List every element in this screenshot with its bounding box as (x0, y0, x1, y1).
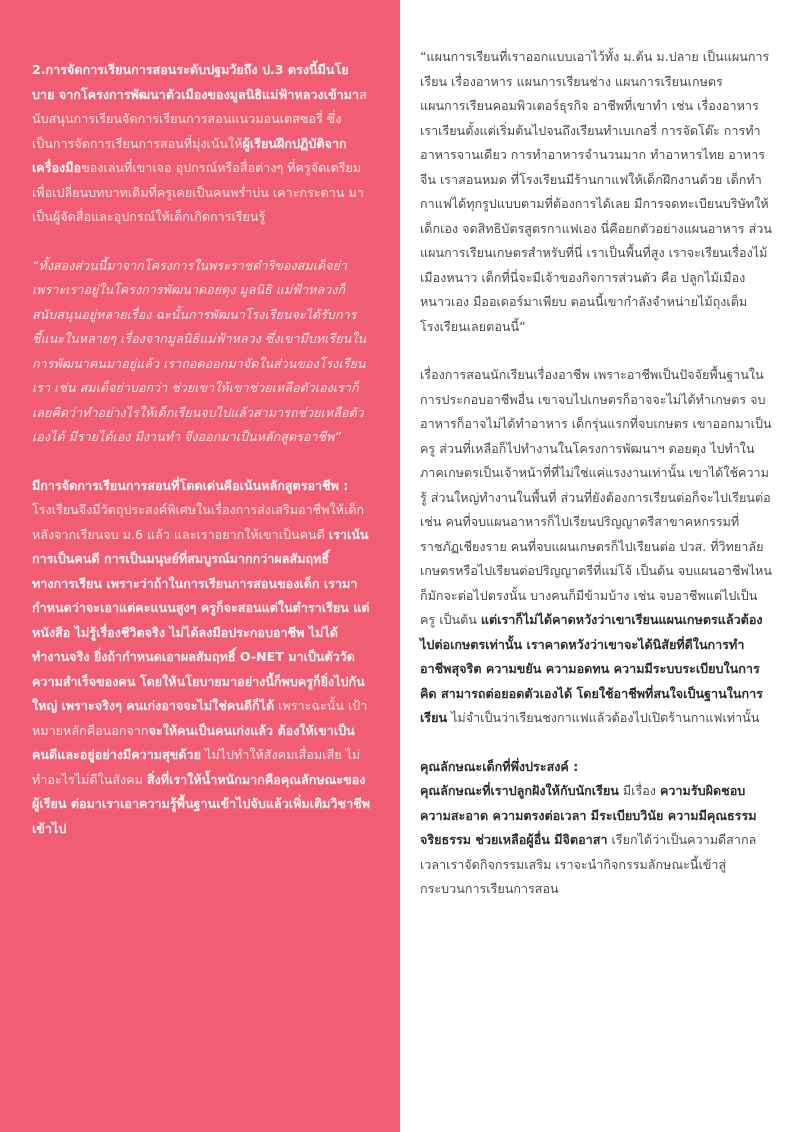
text-run: เพราะฉะนั้น เป้าหมายหลักคือนอกจาก (32, 698, 368, 738)
text-run: โรงเรียนจึงมีวัตถุประสงค์พิเศษในเรื่องการส่งเสริมอาชีพให้เด็ก หลังจากเรียนจบ ม.6 แล้ว และเราอยากให้เขาเป็นคนดี (32, 502, 365, 542)
bold-text-run: จะให้คนเป็นคนเก่งแล้ว ต้องให้เขาเป็นคนดีและอยู่อย่างมีความสุขด้วย (32, 722, 355, 762)
paragraph-vocational-curriculum (32, 474, 370, 842)
bold-text-run: 2.การจัดการเรียนการสอนระดับปฐมวัยถึง ป.3 ตรงนี้มีนโยบาย (32, 62, 349, 102)
text-run: ของเล่นที่เขาเจอ อุปกรณ์หรือสื่อต่างๆ ที่ครูจัดเตรียม เพื่อเปลี่ยนบทบาทเดิมที่ครูเคยเป็นคนพร่ำบ่น เคาะกระดาน มาเป็นผู้จัดสื่อและอุปกรณ์ให้เด็กเกิดการเรียนรู้ (32, 160, 364, 224)
bold-text-run: สิ่งที่เราให้น้ำหนักมากคือคุณลักษณะของผู้เรียน ต่อมาเราเอาความรู้พื้นฐานเข้าไปจับแล้วเพิ่มเติมวิชาชีพเข้าไป (32, 771, 371, 836)
bold-text-run: ความรับผิดชอบ ความสะอาด ความตรงต่อเวลา มีระเบียบวินัย ความมีคุณธรรมจริยธรรม ช่วยเหลือผู้อื่น มีจิตอาสา (420, 783, 757, 847)
text-run: สนับสนุนการเรียนจัดการเรียนการสอนแนวมอนเตสซอรี่ ซึ่งเป็นการจัดการเรียนการสอนที่มุ่งเน้นให้ (32, 86, 367, 151)
desired-characteristics-heading (420, 755, 772, 780)
text-run: เรียกได้ว่าเป็นความดีสากล เวลาเราจัดกิจกรรมเสริม เราจะนำกิจกรรมลักษณะนี้เข้าสู่กระบวนการเรียนการสอน (420, 832, 757, 896)
bold-text-run: ผู้เรียนฝึกปฏิบัติจากเครื่องมือ (32, 135, 347, 175)
heading-text: คุณลักษณะเด็กที่พึ่งประสงค์ : (420, 758, 579, 774)
paragraph-early-childhood (32, 58, 370, 230)
bold-text-run: มีการจัดการเรียนการสอนที่โดดเด่นคือเน้นหลักสูตรอาชีพ : (32, 477, 349, 493)
bold-text-run: เราเน้นการเป็นคนดี การเป็นมนุษย์ที่สมบูรณ์มากกว่าผลสัมฤทธิ์ทางการเรียน เพราะว่าถ้าในการเรียนการสอนของเด็ก เรามากำหนดว่าจะเอาแต่คะแนนสูงๆ ครูก็จะสอนแต่ในตำราเรียน แต่หนังสือ ไม่รู้เรื่องชีวิตจริง ไม่ได้ลงมือประกอบอาชีพ ไม่ได้ทำงานจริง ยิ่งถ้ากำหนดเอาผลสัมฤทธิ์ O-NET มาเป็นตัววัดความสำเร็จของคน โดยให้นโยบายมาอย่างนี้ก็พบครูก็ยิ่งไปกันใหญ่ เพราะจริงๆ คนเก่งอาจจะไม่ใช่คนดีก็ได้ (32, 526, 370, 713)
bold-text-run: คุณลักษณะที่เราปลูกฝังให้กับนักเรียน (420, 783, 619, 798)
bold-text-run: แต่เราก็ไม่ได้คาดหวังว่าเขาเรียนแผนเกษตรแล้วต้องไปต่อเกษตรเท่านั้น เราคาดหวังว่าเขาจะได้นิสัยที่ดีในการทำอาชีพสุจริต ความขยัน ความอดทน ความมีระบบระเบียบในการคิด สามารถต่อยอดตัวเองได้ โดยใช้อาชีพที่สนใจเป็นฐานในการเรียน (420, 612, 763, 725)
text-run: เรื่องการสอนนักเรียนเรื่องอาชีพ เพราะอาชีพเป็นปัจจัยพื้นฐานในการประกอบอาชีพอื่น เขาจบไปเกษตรก็อาจจะไม่ได้ทำเกษตร จบอาหารก็อาจไม่ได้ทำอาหาร เด็กรุ่นแรกที่จบเกษตร เขาออกมาเป็นครู ส่วนที่เหลือก็ไปทำงานในโครงการพัฒนาฯ ดอยตุง ไปทำในภาคเกษตรเป็นเจ้าหน้าที่ที่ไม่ใช่แค่แรงงานเท่านั้น เขาได้ใช้ความรู้ ส่วนใหญ่ทำงานในพื้นที่ ส่วนที่ยังต้องการเรียนต่อก็จะไปเรียนต่อ เช่น คนที่จบแผนอาหารก็ไปเรียนปริญญาตรีสาขาคหกรรมที่ราชภัฏเชียงราย คนที่จบแผนเกษตรก็ไปเรียนต่อ ปวส. ที่วิทยาลัยเกษตรหรือไปเรียนต่อปริญญาตรีที่แม่โจ้ เป็นต้น จบแผนอาชีพไหนก็มักจะต่อไปตรงนั้น บางคนก็มีข้ามบ้าง เช่น จบอาชีพแต่ไปเป็นครู เป็นต้น (420, 367, 772, 627)
text-run: ไม่จำเป็นว่าเรียนชงกาแฟแล้วต้องไปเปิดร้านกาแฟเท่านั้น (447, 710, 760, 725)
paragraph-career-teaching (420, 363, 772, 731)
desired-characteristics-section (420, 755, 772, 902)
right-column-text (420, 45, 772, 902)
left-column-text (32, 58, 370, 841)
text-run: ไม่ไปทำให้สังคมเสื่อมเสีย ไม่ทำอะไรไม่ดีในสังคม (32, 747, 361, 787)
quote-study-plans: “แผนการเรียนที่เราออกแบบเอาไว้ทั้ง ม.ต้น ม.ปลาย เป็นแผนการเรียน เรื่องอาหาร แผนการเรียนช่าง แผนการเรียนเกษตร แผนการเรียนคอมพิวเตอร์ธุรกิจ อาชีพที่เขาทำ เช่น เรื่องอาหารเราเรียนตั้งแต่เริ่มต้นไปจนถึงเรียนทำเบเกอรี่ การจัดโต๊ะ การทำอาหารจานเดียว การทำอาหารจำนวนมาก ทำอาหารไทย อาหารจีน เราสอนหมด ที่โรงเรียนมีร้านกาแฟให้เด็กฝึกงานด้วย เด็กทำกาแฟได้ทุกรูปแบบตามที่ต้องการได้เลย มีการจดทะเบียนบริษัทให้เด็กเอง จดสิทธิบัตรสูตรกาแฟเอง นี่คือยกตัวอย่างแผนอาหาร ส่วนแผนการเรียนเกษตรสำหรับที่นี่ เราเป็นพื้นที่สูง เราจะเรียนเรื่องไม้เมืองหนาว เด็กที่นี่จะมีเจ้าของกิจการส่วนตัว คือ ปลูกไม้เมืองหนาวเอง มีออเดอร์มาเพียบ ตอนนี้เขากำลังจำหน่ายไม้ถุงเต็มโรงเรียนเลยตอนนี้” (420, 49, 772, 334)
quote-royal-project: “ทั้งสองส่วนนี้มาจากโครงการในพระราชดำริของสมเด็จย่า เพราะเราอยู่ในโครงการพัฒนาดอยตุง มูลนิธิ แม่ฟ้าหลวงก็สนับสนุนอยู่หลายเรื่อง ฉะนั้นการพัฒนาโรงเรียนจะได้รับการชี้แนะในหลายๆ เรื่องจากมูลนิธิแม่ฟ้าหลวง ซึ่งเขามีบทเรียนในการพัฒนาคนมาอยู่แล้ว เราถอดออกมาจัดในส่วนของโรงเรียนเรา เช่น สมเด็จย่าบอกว่า ช่วยเขาให้เขาช่วยเหลือตัวเองเราก็เลยคิดว่าทำอย่างไรให้เด็กเรียนจบไปแล้วสามารถช่วยเหลือตัวเองได้ มีรายได้เอง มีงานทำ จึงออกมาเป็นหลักสูตรอาชีพ” (32, 257, 366, 444)
paragraph-desired-characteristics (420, 779, 772, 902)
text-run: มีเรื่อง (618, 783, 660, 798)
bold-text-run: จากโครงการพัฒนาตัวเมืองของมูลนิธิแม่ฟ้าหลวงเข้ามา (58, 86, 360, 102)
